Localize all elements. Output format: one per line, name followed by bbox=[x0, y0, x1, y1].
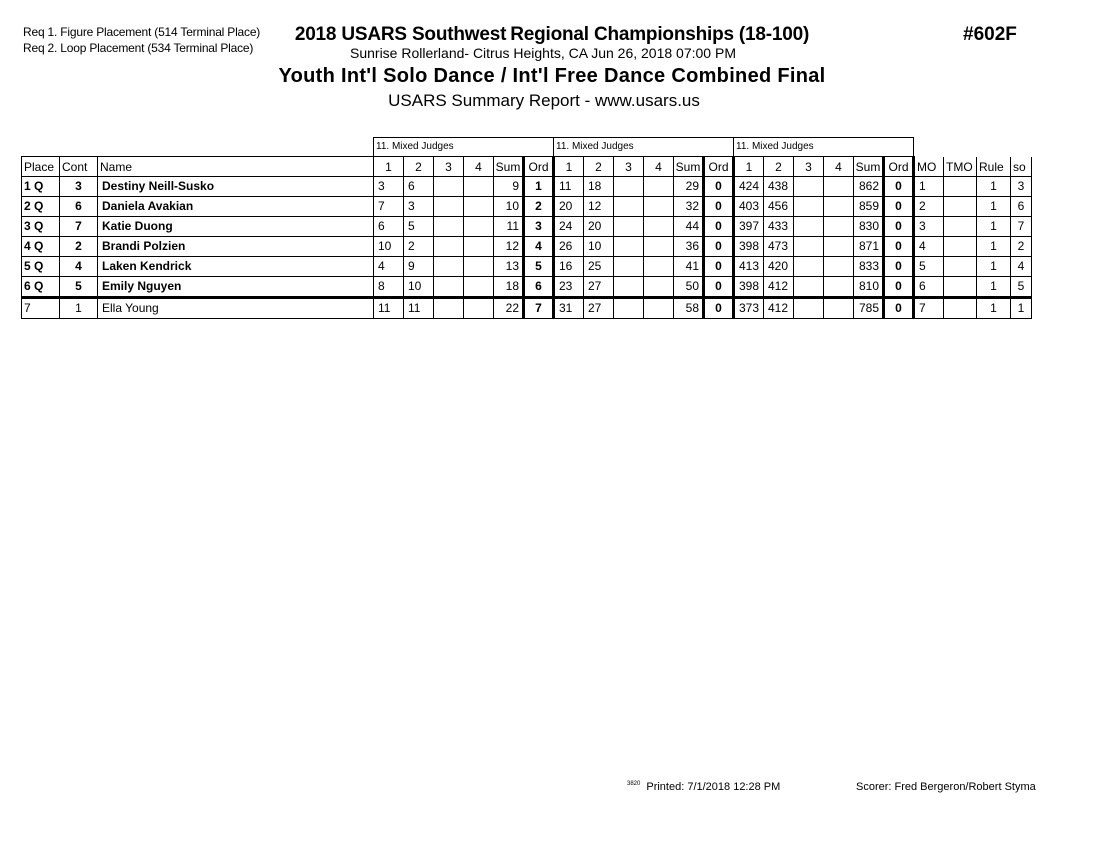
judge-score-cell: 438 bbox=[764, 177, 794, 197]
tmo-cell bbox=[944, 237, 977, 257]
sum-cell: 36 bbox=[674, 237, 704, 257]
col-mo: MO bbox=[914, 157, 944, 177]
result-row bbox=[22, 217, 1032, 237]
mo-cell: 5 bbox=[914, 257, 944, 277]
judge-score-cell: 12 bbox=[584, 197, 614, 217]
sum-cell: 13 bbox=[494, 257, 524, 277]
judge-score-cell: 373 bbox=[734, 298, 764, 319]
judge-score-cell: 456 bbox=[764, 197, 794, 217]
printed-date: Printed: 7/1/2018 12:28 PM bbox=[646, 781, 781, 793]
col-g3-j4: 4 bbox=[824, 157, 854, 177]
judge-score-cell bbox=[464, 257, 494, 277]
col-name: Name bbox=[98, 157, 374, 177]
name-cell: Brandi Polzien bbox=[98, 237, 374, 257]
venue-date: Sunrise Rollerland- Citrus Heights, CA Jun 26, 2018 07:00 PM bbox=[350, 45, 736, 61]
col-g2-ord: Ord bbox=[704, 157, 734, 177]
judge-score-cell bbox=[434, 298, 464, 319]
judge-score-cell bbox=[434, 177, 464, 197]
cont-cell: 3 bbox=[60, 177, 98, 197]
rule-cell: 1 bbox=[977, 298, 1011, 319]
judge-score-cell bbox=[824, 237, 854, 257]
judge-score-cell bbox=[434, 197, 464, 217]
ord-cell: 2 bbox=[524, 197, 554, 217]
judge-score-cell bbox=[644, 257, 674, 277]
col-g1-j1: 1 bbox=[374, 157, 404, 177]
ord-cell: 5 bbox=[524, 257, 554, 277]
ord-cell: 0 bbox=[884, 237, 914, 257]
judge-score-cell: 420 bbox=[764, 257, 794, 277]
judge-score-cell: 5 bbox=[404, 217, 434, 237]
judge-score-cell: 2 bbox=[404, 237, 434, 257]
col-g3-j1: 1 bbox=[734, 157, 764, 177]
tmo-cell bbox=[944, 277, 977, 298]
tmo-cell bbox=[944, 197, 977, 217]
sum-cell: 10 bbox=[494, 197, 524, 217]
rule-cell: 1 bbox=[977, 237, 1011, 257]
judge-score-cell bbox=[434, 277, 464, 298]
result-row bbox=[22, 257, 1032, 277]
rule-cell: 1 bbox=[977, 277, 1011, 298]
tmo-cell bbox=[944, 177, 977, 197]
judge-score-cell: 25 bbox=[584, 257, 614, 277]
judge-score-cell bbox=[614, 197, 644, 217]
so-cell: 4 bbox=[1011, 257, 1032, 277]
printed-info bbox=[627, 781, 780, 793]
judge-score-cell bbox=[794, 237, 824, 257]
ord-cell: 0 bbox=[704, 197, 734, 217]
place-cell: 1 Q bbox=[22, 177, 60, 197]
judge-score-cell bbox=[824, 298, 854, 319]
sum-cell: 11 bbox=[494, 217, 524, 237]
judge-score-cell: 413 bbox=[734, 257, 764, 277]
name-cell: Katie Duong bbox=[98, 217, 374, 237]
sum-cell: 859 bbox=[854, 197, 884, 217]
judge-score-cell: 26 bbox=[554, 237, 584, 257]
judge-group-1: 11. Mixed Judges bbox=[374, 138, 554, 157]
place-cell: 4 Q bbox=[22, 237, 60, 257]
judge-score-cell bbox=[794, 197, 824, 217]
mo-cell: 3 bbox=[914, 217, 944, 237]
result-row bbox=[22, 197, 1032, 217]
judge-score-cell: 403 bbox=[734, 197, 764, 217]
sum-cell: 18 bbox=[494, 277, 524, 298]
judge-score-cell bbox=[464, 177, 494, 197]
sum-cell: 44 bbox=[674, 217, 704, 237]
so-cell: 3 bbox=[1011, 177, 1032, 197]
judge-score-cell bbox=[824, 177, 854, 197]
judge-score-cell bbox=[824, 197, 854, 217]
ord-cell: 0 bbox=[704, 237, 734, 257]
column-header-row bbox=[22, 157, 1032, 177]
judge-score-cell bbox=[614, 177, 644, 197]
judge-score-cell: 3 bbox=[404, 197, 434, 217]
col-g3-ord: Ord bbox=[884, 157, 914, 177]
judge-score-cell bbox=[824, 257, 854, 277]
sum-cell: 810 bbox=[854, 277, 884, 298]
judge-score-cell bbox=[614, 237, 644, 257]
judge-score-cell: 4 bbox=[374, 257, 404, 277]
judge-score-cell bbox=[614, 298, 644, 319]
cont-cell: 7 bbox=[60, 217, 98, 237]
mo-cell: 7 bbox=[914, 298, 944, 319]
judge-score-cell: 7 bbox=[374, 197, 404, 217]
col-g1-j3: 3 bbox=[434, 157, 464, 177]
judge-score-cell bbox=[614, 217, 644, 237]
result-row bbox=[22, 298, 1032, 319]
result-row bbox=[22, 237, 1032, 257]
place-cell: 2 Q bbox=[22, 197, 60, 217]
judge-score-cell bbox=[644, 298, 674, 319]
ord-cell: 0 bbox=[704, 257, 734, 277]
rule-cell: 1 bbox=[977, 217, 1011, 237]
sum-cell: 862 bbox=[854, 177, 884, 197]
mo-cell: 4 bbox=[914, 237, 944, 257]
judge-score-cell: 20 bbox=[554, 197, 584, 217]
judge-score-cell bbox=[824, 217, 854, 237]
rule-cell: 1 bbox=[977, 257, 1011, 277]
mo-cell: 6 bbox=[914, 277, 944, 298]
judge-score-cell: 24 bbox=[554, 217, 584, 237]
col-g1-j2: 2 bbox=[404, 157, 434, 177]
sum-cell: 871 bbox=[854, 237, 884, 257]
sum-cell: 41 bbox=[674, 257, 704, 277]
tmo-cell bbox=[944, 298, 977, 319]
col-g2-sum: Sum bbox=[674, 157, 704, 177]
report-title: USARS Summary Report - www.usars.us bbox=[388, 91, 700, 110]
rule-cell: 1 bbox=[977, 177, 1011, 197]
ord-cell: 4 bbox=[524, 237, 554, 257]
ord-cell: 0 bbox=[704, 177, 734, 197]
judge-score-cell bbox=[824, 277, 854, 298]
judge-score-cell: 397 bbox=[734, 217, 764, 237]
judge-score-cell bbox=[644, 277, 674, 298]
mo-cell: 2 bbox=[914, 197, 944, 217]
ord-cell: 0 bbox=[704, 298, 734, 319]
judge-score-cell bbox=[434, 237, 464, 257]
results-table bbox=[21, 137, 1032, 319]
judge-score-cell: 10 bbox=[584, 237, 614, 257]
judge-score-cell: 23 bbox=[554, 277, 584, 298]
judge-score-cell: 412 bbox=[764, 298, 794, 319]
col-g3-j3: 3 bbox=[794, 157, 824, 177]
judge-group-row bbox=[22, 138, 1032, 157]
judge-score-cell: 18 bbox=[584, 177, 614, 197]
ord-cell: 0 bbox=[704, 277, 734, 298]
rule-cell: 1 bbox=[977, 197, 1011, 217]
sum-cell: 29 bbox=[674, 177, 704, 197]
col-g1-j4: 4 bbox=[464, 157, 494, 177]
judge-score-cell bbox=[434, 217, 464, 237]
judge-score-cell: 31 bbox=[554, 298, 584, 319]
result-row bbox=[22, 177, 1032, 197]
place-cell: 7 bbox=[22, 298, 60, 319]
name-cell: Destiny Neill-Susko bbox=[98, 177, 374, 197]
judge-group-2: 11. Mixed Judges bbox=[554, 138, 734, 157]
sum-cell: 12 bbox=[494, 237, 524, 257]
judge-score-cell: 9 bbox=[404, 257, 434, 277]
col-rule: Rule bbox=[977, 157, 1011, 177]
ord-cell: 1 bbox=[524, 177, 554, 197]
competition-title bbox=[0, 24, 1100, 46]
mo-cell: 1 bbox=[914, 177, 944, 197]
col-g3-sum: Sum bbox=[854, 157, 884, 177]
col-g1-sum: Sum bbox=[494, 157, 524, 177]
judge-score-cell: 16 bbox=[554, 257, 584, 277]
judge-score-cell: 398 bbox=[734, 237, 764, 257]
ord-cell: 7 bbox=[524, 298, 554, 319]
result-rows bbox=[22, 177, 1032, 319]
result-row bbox=[22, 277, 1032, 298]
place-cell: 3 Q bbox=[22, 217, 60, 237]
judge-score-cell bbox=[614, 277, 644, 298]
judge-score-cell bbox=[464, 298, 494, 319]
tmo-cell bbox=[944, 257, 977, 277]
judge-score-cell bbox=[794, 217, 824, 237]
scorer-info: Scorer: Fred Bergeron/Robert Styma bbox=[856, 781, 1036, 793]
judge-score-cell: 424 bbox=[734, 177, 764, 197]
judge-score-cell: 412 bbox=[764, 277, 794, 298]
judge-score-cell: 27 bbox=[584, 298, 614, 319]
judge-score-cell bbox=[794, 257, 824, 277]
col-g3-j2: 2 bbox=[764, 157, 794, 177]
judge-score-cell: 27 bbox=[584, 277, 614, 298]
sum-cell: 22 bbox=[494, 298, 524, 319]
sum-cell: 32 bbox=[674, 197, 704, 217]
judge-score-cell bbox=[644, 197, 674, 217]
ord-cell: 0 bbox=[884, 277, 914, 298]
so-cell: 5 bbox=[1011, 277, 1032, 298]
judge-score-cell: 8 bbox=[374, 277, 404, 298]
so-cell: 1 bbox=[1011, 298, 1032, 319]
sum-cell: 830 bbox=[854, 217, 884, 237]
ord-cell: 0 bbox=[884, 257, 914, 277]
place-cell: 6 Q bbox=[22, 277, 60, 298]
judge-score-cell: 11 bbox=[404, 298, 434, 319]
ord-cell: 3 bbox=[524, 217, 554, 237]
event-name: Youth Int'l Solo Dance / Int'l Free Dance Combined Final bbox=[278, 65, 826, 87]
so-cell: 6 bbox=[1011, 197, 1032, 217]
title-part-1: 2018 USARS Southwest bbox=[294, 24, 507, 45]
col-g2-j4: 4 bbox=[644, 157, 674, 177]
cont-cell: 1 bbox=[60, 298, 98, 319]
report-code: 3820 bbox=[627, 781, 641, 787]
sum-cell: 785 bbox=[854, 298, 884, 319]
ord-cell: 0 bbox=[884, 298, 914, 319]
name-cell: Daniela Avakian bbox=[98, 197, 374, 217]
requirement-1: Req 1. Figure Placement (514 Terminal Place) bbox=[23, 25, 261, 39]
col-tmo: TMO bbox=[944, 157, 977, 177]
place-cell: 5 Q bbox=[22, 257, 60, 277]
sum-cell: 50 bbox=[674, 277, 704, 298]
judge-score-cell: 11 bbox=[374, 298, 404, 319]
judge-group-3: 11. Mixed Judges bbox=[734, 138, 914, 157]
judge-score-cell: 3 bbox=[374, 177, 404, 197]
sum-cell: 833 bbox=[854, 257, 884, 277]
judge-score-cell bbox=[644, 237, 674, 257]
cont-cell: 2 bbox=[60, 237, 98, 257]
cont-cell: 4 bbox=[60, 257, 98, 277]
col-cont: Cont bbox=[60, 157, 98, 177]
ord-cell: 0 bbox=[884, 217, 914, 237]
judge-score-cell: 6 bbox=[374, 217, 404, 237]
judge-score-cell bbox=[434, 257, 464, 277]
judge-score-cell bbox=[464, 237, 494, 257]
judge-score-cell: 20 bbox=[584, 217, 614, 237]
judge-score-cell: 10 bbox=[374, 237, 404, 257]
judge-score-cell: 473 bbox=[764, 237, 794, 257]
col-g2-j3: 3 bbox=[614, 157, 644, 177]
requirement-2: Req 2. Loop Placement (534 Terminal Place) bbox=[23, 41, 254, 55]
judge-score-cell bbox=[794, 298, 824, 319]
judge-score-cell bbox=[794, 277, 824, 298]
so-cell: 2 bbox=[1011, 237, 1032, 257]
col-g2-j2: 2 bbox=[584, 157, 614, 177]
col-place: Place bbox=[22, 157, 60, 177]
ord-cell: 6 bbox=[524, 277, 554, 298]
judge-score-cell bbox=[464, 277, 494, 298]
name-cell: Emily Nguyen bbox=[98, 277, 374, 298]
title-part-2: Regional Championships (18-100) bbox=[510, 24, 810, 45]
ord-cell: 0 bbox=[704, 217, 734, 237]
cont-cell: 5 bbox=[60, 277, 98, 298]
ord-cell: 0 bbox=[884, 177, 914, 197]
so-cell: 7 bbox=[1011, 217, 1032, 237]
judge-score-cell bbox=[464, 217, 494, 237]
cont-cell: 6 bbox=[60, 197, 98, 217]
judge-score-cell bbox=[644, 217, 674, 237]
judge-score-cell: 10 bbox=[404, 277, 434, 298]
col-g2-j1: 1 bbox=[554, 157, 584, 177]
judge-score-cell bbox=[794, 177, 824, 197]
sum-cell: 58 bbox=[674, 298, 704, 319]
name-cell: Ella Young bbox=[98, 298, 374, 319]
judge-score-cell: 398 bbox=[734, 277, 764, 298]
event-number: #602F bbox=[963, 24, 1017, 45]
judge-score-cell bbox=[644, 177, 674, 197]
judge-score-cell: 11 bbox=[554, 177, 584, 197]
tmo-cell bbox=[944, 217, 977, 237]
ord-cell: 0 bbox=[884, 197, 914, 217]
sum-cell: 9 bbox=[494, 177, 524, 197]
judge-score-cell bbox=[464, 197, 494, 217]
name-cell: Laken Kendrick bbox=[98, 257, 374, 277]
judge-score-cell: 433 bbox=[764, 217, 794, 237]
judge-score-cell: 6 bbox=[404, 177, 434, 197]
col-g1-ord: Ord bbox=[524, 157, 554, 177]
judge-score-cell bbox=[614, 257, 644, 277]
col-so: so bbox=[1011, 157, 1032, 177]
